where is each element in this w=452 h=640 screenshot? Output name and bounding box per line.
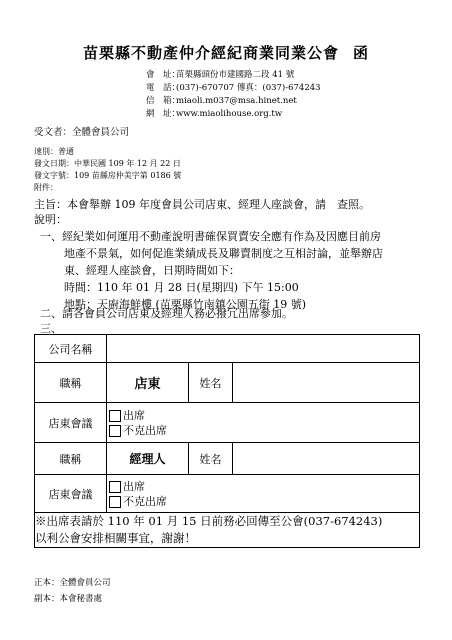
- manager-title-label: 職稱: [35, 443, 107, 475]
- item-3: 三、: [40, 322, 62, 335]
- meta-attachment: 附件：: [34, 183, 58, 192]
- manager-attend-option[interactable]: 出席: [109, 479, 419, 494]
- meta-number: 發文字號：109 苗縣房仲美字第 0186 號: [34, 171, 182, 180]
- info-email: 信 箱：miaoli.m037@msa.hinet.net: [146, 96, 297, 106]
- manager-name-label: 姓名: [189, 443, 233, 475]
- checkbox-icon[interactable]: [109, 425, 121, 437]
- checkbox-icon[interactable]: [109, 481, 121, 493]
- item-1-line-1: 一、經紀業如何運用不動產說明書確保買賣安全應有作為及因應目前房: [40, 230, 381, 243]
- item-1-time: 時間：110 年 01 月 28 日(星期四) 下午 15:00: [64, 281, 299, 294]
- footer-original: 正本：全體會員公司: [34, 578, 111, 588]
- checkbox-icon[interactable]: [109, 410, 121, 422]
- meta-date: 發文日期：中華民國 109 年 12 月 22 日: [34, 159, 181, 168]
- manager-meeting-label: 店東會議: [35, 475, 107, 513]
- owner-absent-option[interactable]: 不克出席: [109, 423, 419, 438]
- manager-absent-option[interactable]: 不克出席: [109, 494, 419, 509]
- letter-type: 函: [353, 44, 370, 62]
- info-website: 網 址：www.miaolihouse.org.tw: [146, 109, 283, 119]
- letter-title: [0, 42, 452, 63]
- item-1-place: 地點：天廚海鮮樓 (苗栗縣竹南鎮公園五街 19 號): [64, 298, 307, 311]
- org-name: 苗栗縣不動產仲介經紀商業同業公會: [82, 44, 339, 62]
- explain-label: 說明：: [34, 213, 67, 226]
- attendance-form: [34, 334, 420, 548]
- item-1-line-3: 東、經理人座談會，日期時間如下：: [64, 264, 240, 277]
- owner-meeting-label: 店東會議: [35, 403, 107, 443]
- info-phone: 電 話：(037)-670707 傳真：(037)-674243: [146, 83, 321, 93]
- checkbox-icon[interactable]: [109, 496, 121, 508]
- recipient: 受文者：全體會員公司: [34, 127, 130, 138]
- note-line-2: 以利公會安排相關事宜，謝謝！: [35, 531, 196, 545]
- company-name-field[interactable]: [107, 335, 420, 363]
- manager-name-field[interactable]: [233, 443, 420, 475]
- note-line-1: ※出席表請於 110 年 01 月 15 日前務必回傳至公會(037-674243): [35, 514, 383, 528]
- company-name-label: 公司名稱: [35, 335, 107, 363]
- owner-title-value: 店東: [107, 363, 189, 403]
- subject: 主旨：本會舉辦 109 年度會員公司店東、經理人座談會，請 查照。: [34, 198, 370, 211]
- owner-name-field[interactable]: [233, 363, 420, 403]
- item-2: 二、請各會員公司店東及經理人務必撥冗出席參加。: [40, 307, 293, 320]
- info-address: 會 址：苗栗縣頭份市建國路二段 41 號: [146, 70, 295, 80]
- footer-copy: 副本：本會秘書處: [34, 594, 103, 604]
- owner-title-label: 職稱: [35, 363, 107, 403]
- manager-title-value: 經理人: [107, 443, 189, 475]
- form-note: [35, 513, 420, 548]
- item-1-line-2: 地產不景氣，如何促進業績成長及聯賣制度之互相討論，並舉辦店: [64, 247, 383, 260]
- meta-speed: 速別：普通: [34, 147, 74, 156]
- owner-attend-option[interactable]: 出席: [109, 408, 419, 423]
- owner-name-label: 姓名: [189, 363, 233, 403]
